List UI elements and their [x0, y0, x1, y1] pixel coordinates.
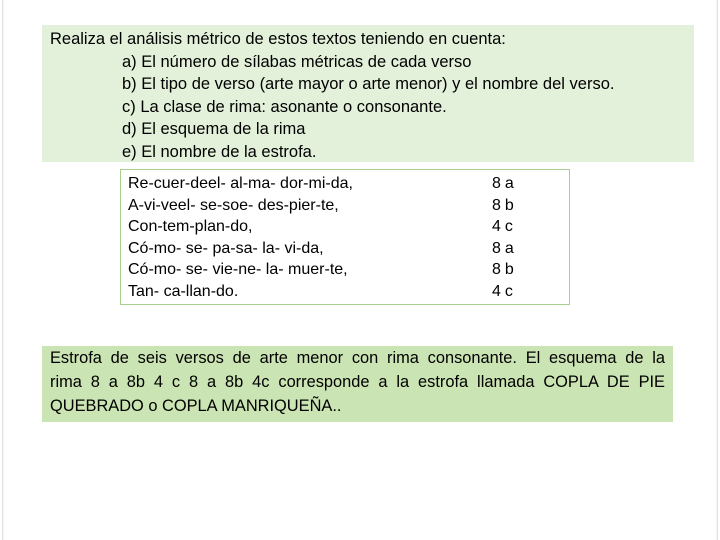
instructions-intro: Realiza el análisis métrico de estos textos teniendo en cuenta:: [50, 30, 506, 48]
conclusion-line-3: QUEBRADO o COPLA MANRIQUEÑA..: [50, 397, 342, 415]
verse-text: Có-mo- se- vie-ne- la- muer-te,: [128, 261, 348, 279]
verse-text: Con-tem-plan-do,: [128, 218, 253, 236]
verse-text: Re-cuer-deel- al-ma- dor-mi-da,: [128, 175, 353, 192]
slide-right-shadow: [716, 0, 718, 540]
instruction-item-c: c) La clase de rima: asonante o consonante.: [122, 97, 447, 116]
verse-text: Tan- ca-llan-do.: [128, 282, 239, 300]
verse-meter: 4c: [492, 218, 517, 236]
instructions-list: [50, 51, 694, 164]
verse-meter: 4c: [492, 282, 517, 300]
verse-meter: 8b: [492, 196, 518, 214]
instruction-item-d: d) El esquema de la rima: [122, 120, 306, 138]
verse-row: [128, 173, 569, 195]
verse-text: Có-mo- se- pa-sa- la- vi-da,: [128, 239, 324, 257]
instructions-box: [42, 25, 694, 162]
instruction-item-b: b) El tipo de verso (arte mayor o arte menor) y el nombre del verso.: [122, 75, 615, 93]
conclusion-line-2: rima 8 a 8b 4 c 8 a 8b 4c corresponde a la estrofa llamada COPLA DE PIE: [50, 373, 665, 391]
conclusion-box: [42, 346, 673, 422]
slide-left-shadow: [2, 0, 4, 540]
instruction-item-e: e) El nombre de la estrofa.: [122, 142, 317, 161]
verse-meter: 8b: [492, 261, 518, 279]
verse-meter: 8a: [492, 175, 518, 192]
verse-row: [128, 216, 569, 238]
verse-row: [128, 238, 569, 260]
verse-row: [128, 259, 569, 281]
verse-row: [128, 195, 569, 217]
verse-meter: 8a: [492, 239, 518, 257]
instruction-item-a: a) El número de sílabas métricas de cada verso: [122, 52, 472, 71]
poem-box: [120, 169, 570, 305]
verse-row: [128, 281, 569, 303]
conclusion-line-1: Estrofa de seis versos de arte menor con rima consonante. El esquema de la: [50, 349, 665, 367]
verse-text: A-vi-veel- se-soe- des-pier-te,: [128, 196, 339, 214]
